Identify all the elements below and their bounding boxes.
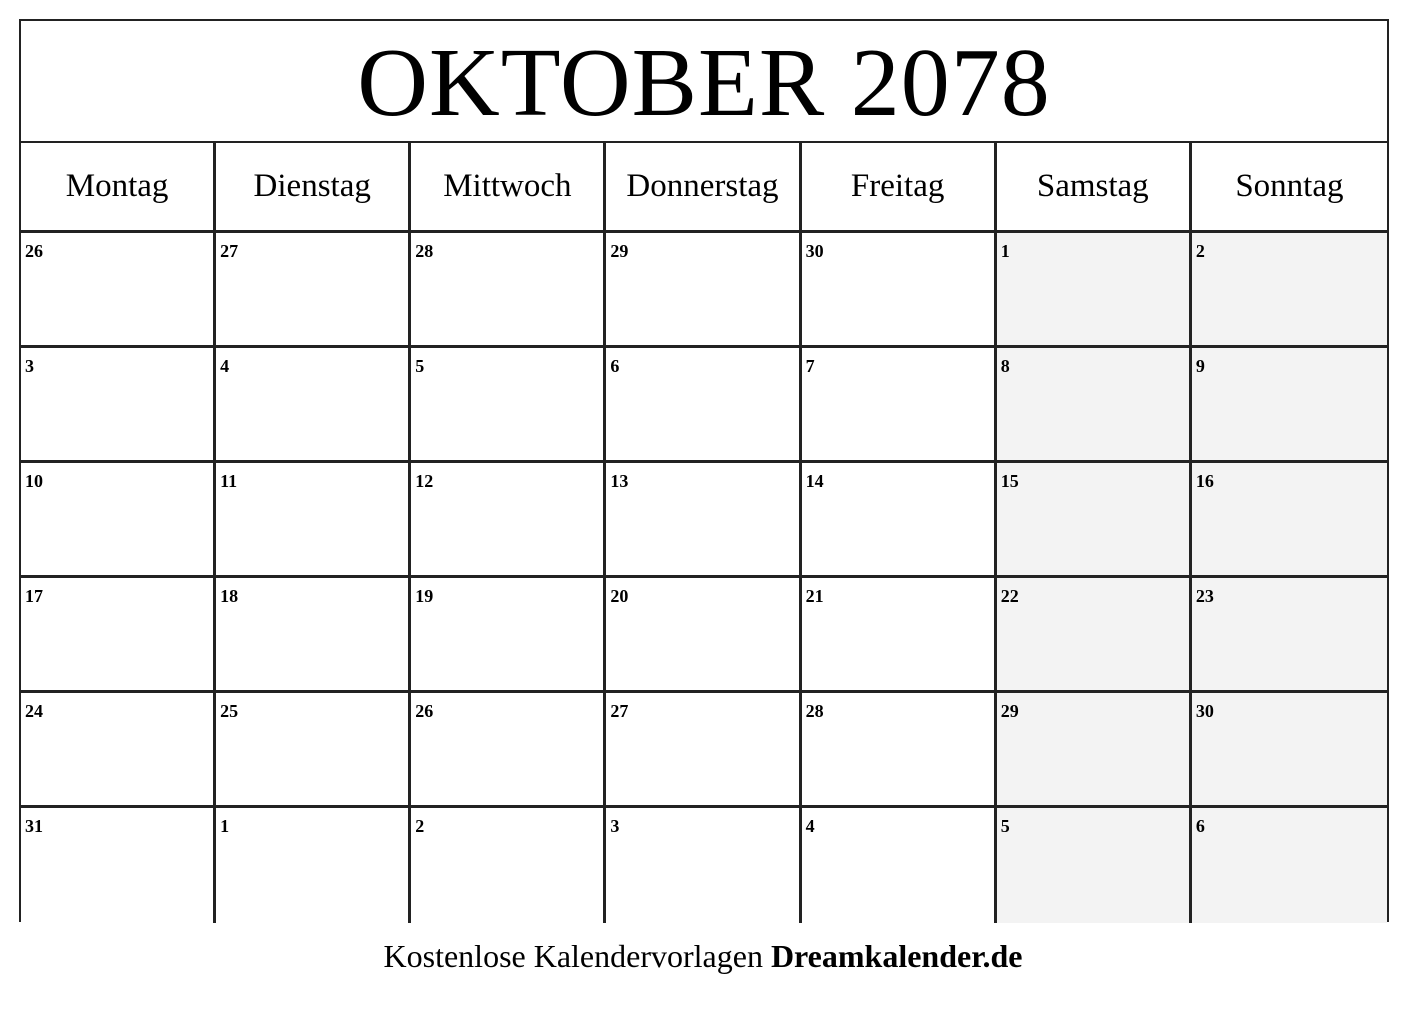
day-cell bbox=[216, 808, 411, 923]
day-cell bbox=[802, 348, 997, 463]
calendar-grid bbox=[21, 143, 1387, 923]
weekday-header: Freitag bbox=[802, 143, 997, 233]
day-cell bbox=[21, 233, 216, 348]
day-cell bbox=[997, 578, 1192, 693]
day-cell bbox=[802, 808, 997, 923]
day-cell bbox=[216, 693, 411, 808]
day-number: 30 bbox=[1195, 701, 1214, 721]
day-number: 1 bbox=[1000, 241, 1010, 261]
weekday-header: Dienstag bbox=[216, 143, 411, 233]
day-number: 19 bbox=[415, 586, 434, 606]
day-cell bbox=[21, 808, 216, 923]
day-number: 3 bbox=[610, 816, 620, 836]
day-number: 10 bbox=[25, 471, 43, 491]
day-number: 12 bbox=[415, 471, 434, 491]
day-cell bbox=[1192, 348, 1387, 463]
day-number: 26 bbox=[25, 241, 43, 261]
day-cell bbox=[606, 693, 801, 808]
day-cell bbox=[997, 233, 1192, 348]
day-number: 1 bbox=[220, 816, 230, 836]
weekday-header: Donnerstag bbox=[606, 143, 801, 233]
day-cell bbox=[802, 578, 997, 693]
day-number: 6 bbox=[1195, 816, 1205, 836]
day-cell bbox=[606, 233, 801, 348]
day-cell bbox=[411, 578, 606, 693]
day-number: 29 bbox=[610, 241, 629, 261]
day-number: 16 bbox=[1195, 471, 1214, 491]
calendar-title: OKTOBER 2078 bbox=[357, 29, 1051, 137]
day-cell bbox=[21, 578, 216, 693]
day-number: 31 bbox=[25, 816, 43, 836]
day-number: 6 bbox=[610, 356, 620, 376]
day-cell bbox=[997, 693, 1192, 808]
day-number: 15 bbox=[1000, 471, 1019, 491]
day-number: 14 bbox=[805, 471, 824, 491]
day-cell bbox=[216, 578, 411, 693]
day-cell bbox=[1192, 808, 1387, 923]
footer bbox=[0, 938, 1406, 975]
day-cell bbox=[1192, 578, 1387, 693]
day-number: 30 bbox=[805, 241, 824, 261]
day-cell bbox=[216, 348, 411, 463]
day-cell bbox=[606, 808, 801, 923]
day-number: 26 bbox=[415, 701, 434, 721]
day-number: 4 bbox=[220, 356, 230, 376]
day-cell bbox=[802, 233, 997, 348]
day-number: 4 bbox=[805, 816, 815, 836]
day-number: 28 bbox=[805, 701, 824, 721]
day-cell bbox=[1192, 463, 1387, 578]
day-cell bbox=[411, 348, 606, 463]
day-number: 5 bbox=[1000, 816, 1010, 836]
day-cell bbox=[997, 348, 1192, 463]
day-cell bbox=[997, 808, 1192, 923]
day-cell bbox=[802, 463, 997, 578]
day-number: 17 bbox=[25, 586, 43, 606]
footer-text: Kostenlose Kalendervorlagen bbox=[383, 938, 771, 974]
day-number: 21 bbox=[805, 586, 824, 606]
day-cell bbox=[1192, 693, 1387, 808]
day-number: 29 bbox=[1000, 701, 1019, 721]
day-number: 11 bbox=[220, 471, 238, 491]
day-cell bbox=[997, 463, 1192, 578]
day-number: 9 bbox=[1195, 356, 1205, 376]
day-number: 24 bbox=[25, 701, 43, 721]
day-cell bbox=[21, 348, 216, 463]
day-cell bbox=[21, 693, 216, 808]
weekday-header: Samstag bbox=[997, 143, 1192, 233]
day-number: 22 bbox=[1000, 586, 1019, 606]
title-box bbox=[21, 21, 1387, 143]
day-cell bbox=[216, 463, 411, 578]
day-cell bbox=[802, 693, 997, 808]
day-number: 20 bbox=[610, 586, 629, 606]
day-number: 27 bbox=[610, 701, 629, 721]
day-cell bbox=[21, 463, 216, 578]
day-cell bbox=[216, 233, 411, 348]
day-cell bbox=[1192, 233, 1387, 348]
day-cell bbox=[606, 578, 801, 693]
day-number: 2 bbox=[415, 816, 425, 836]
day-cell bbox=[411, 233, 606, 348]
weekday-header: Mittwoch bbox=[411, 143, 606, 233]
day-cell bbox=[411, 808, 606, 923]
day-cell bbox=[606, 348, 801, 463]
weekday-header: Montag bbox=[21, 143, 216, 233]
day-number: 3 bbox=[25, 356, 34, 376]
day-number: 28 bbox=[415, 241, 434, 261]
day-number: 25 bbox=[220, 701, 239, 721]
weekday-header: Sonntag bbox=[1192, 143, 1387, 233]
day-cell bbox=[411, 693, 606, 808]
day-number: 7 bbox=[805, 356, 815, 376]
footer-brand: Dreamkalender.de bbox=[770, 938, 1023, 974]
day-number: 5 bbox=[415, 356, 425, 376]
day-cell bbox=[411, 463, 606, 578]
day-number: 23 bbox=[1195, 586, 1214, 606]
calendar bbox=[19, 19, 1389, 922]
day-number: 13 bbox=[610, 471, 629, 491]
day-number: 18 bbox=[220, 586, 239, 606]
day-number: 27 bbox=[220, 241, 239, 261]
day-number: 8 bbox=[1000, 356, 1010, 376]
day-cell bbox=[606, 463, 801, 578]
day-number: 2 bbox=[1195, 241, 1205, 261]
